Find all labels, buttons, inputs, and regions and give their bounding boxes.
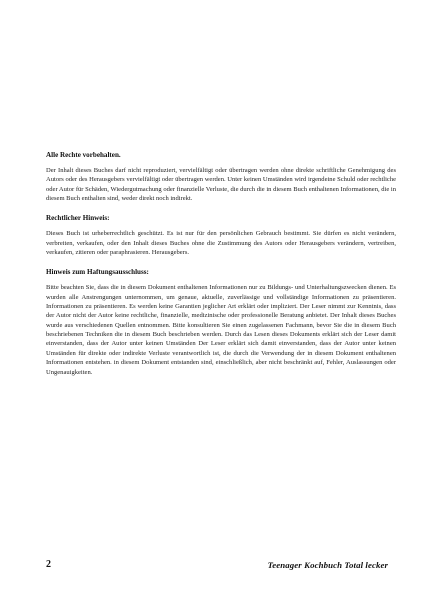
- page-content: [46, 151, 396, 388]
- page-footer: [46, 559, 396, 573]
- page-number: 2: [46, 559, 51, 570]
- section-body: Bitte beachten Sie, dass die in diesem Dokument enthaltenen Informationen nur zu Bildungs- und Unterhaltungszwecken dienen. Es wurden alle Anstrengungen unternommen, um genaue, aktuelle, zuverlässige und vollständige Informationen zu präsentieren. Informationen zu präsentieren. Es werden keine Garantien jeglicher Art erklärt oder impliziert. Der Leser nimmt zur Kenntnis, dass der Autor nicht der Autor keine rechtliche, finanzielle, medizinische oder professionelle Beratung anbietet. Der Inhalt dieses Buches wurde aus verschiedenen Quellen entnommen. Bitte konsultieren Sie einen zugelassenen Fachmann, bevor Sie die in diesem Buch beschriebenen Techniken die in diesem Buch beschrieben werden. Durch das Lesen dieses Dokuments erklärt sich der Leser damit einverstanden, dass der Autor unter keinen Umständen Der Leser erklärt sich damit einverstanden, dass der Autor unter keinen Umständen für direkte oder indirekte Verluste verantwortlich ist, die durch die Verwendung der in diesem Dokument enthaltenen Informationen entstehen. in diesem Dokument entstanden sind, einschließlich, aber nicht beschränkt auf, Fehler, Auslassungen oder Ungenauigkeiten.: [46, 284, 396, 376]
- section-body: Dieses Buch ist urheberrechtlich geschützt. Es ist nur für den persönlichen Gebrauch bestimmt. Sie dürfen es nicht verändern, verbreiten, verkaufen, oder den Inhalt dieses Buches ohne die Zustimmung des Autors oder Herausgebers verändern, vertreiben, verkaufen, zitieren oder paraphrasieren. Herausgebers.: [46, 230, 396, 257]
- running-title: Teenager Kochbuch Total lecker: [267, 560, 388, 570]
- section-heading: Rechtlicher Hinweis:: [46, 214, 110, 223]
- section-heading: Hinweis zum Haftungsausschluss:: [46, 268, 149, 277]
- section-rights-reserved: [46, 151, 396, 203]
- section-disclaimer: [46, 268, 396, 376]
- section-legal-notice: [46, 214, 396, 257]
- section-body: Der Inhalt dieses Buches darf nicht reproduziert, vervielfältigt oder übertragen werden ohne direkte schriftliche Genehmigung des Autors oder des Herausgebers vervielfältigt oder übertragen werden. Unter keinen Umständen wird irgendeine Schuld oder rechtliche oder Autor für Schäden, Wiedergutmachung oder finanzielle Verluste, die durch die in diesem Buch enthaltenen Informationen, die in diesem Buch enthalten sind, weder direkt noch indirekt.: [46, 167, 397, 203]
- section-heading: Alle Rechte vorbehalten.: [46, 151, 121, 159]
